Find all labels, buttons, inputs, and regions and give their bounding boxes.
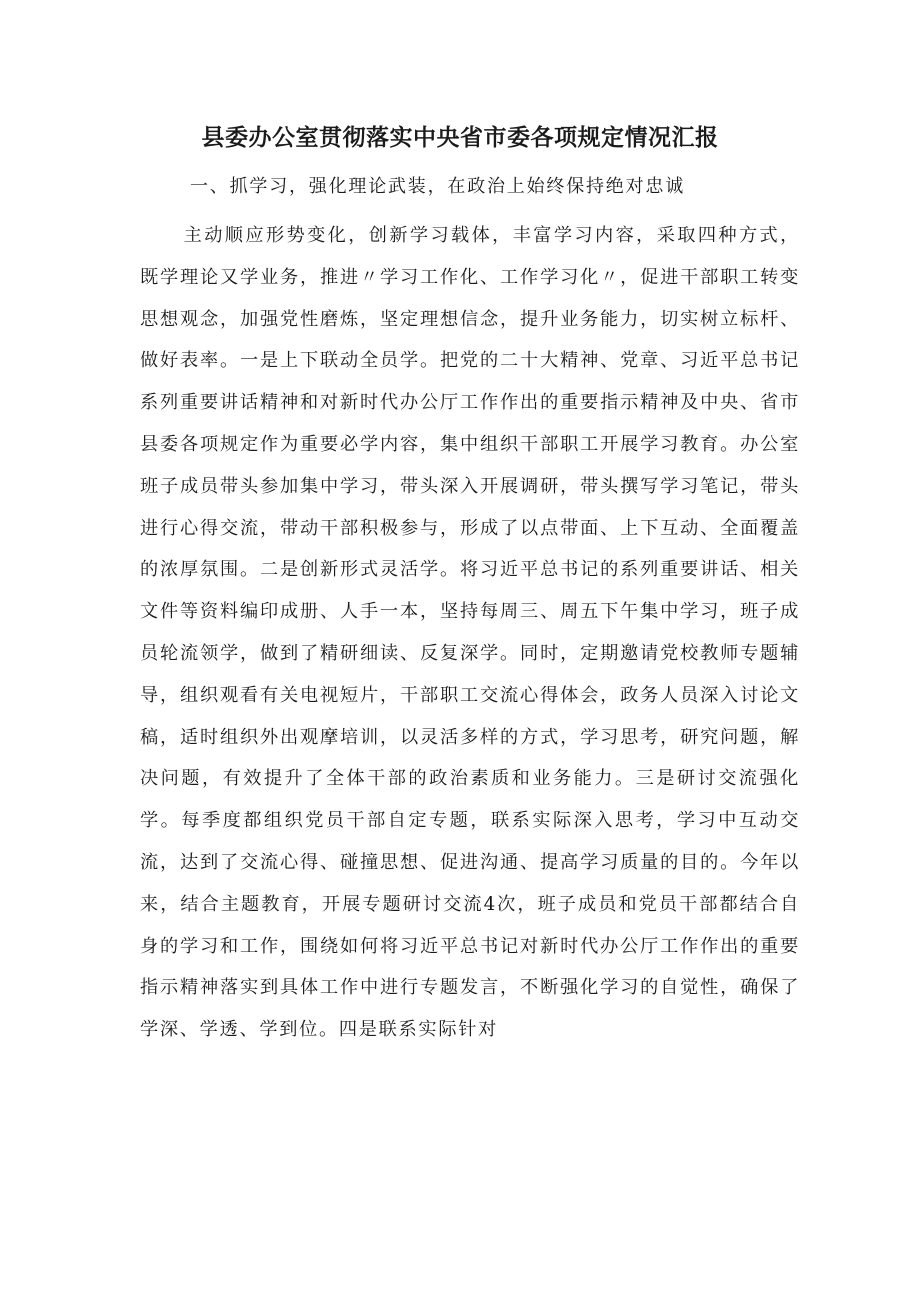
section-heading: 一、抓学习，强化理论武装，在政治上始终保持绝对忠诚 (190, 176, 685, 197)
document-title: 县委办公室贯彻落实中央省市委各项规定情况汇报 (201, 125, 719, 151)
body-paragraph: 主动顺应形势变化，创新学习载体，丰富学习内容，采取四种方式，既学理论又学业务，推进〃学习工作化、工作学习化〃，促进干部职工转变思想观念，加强党性磨炼，坚定理想信念，提升业务能力，切实树立标杆、做好表率。一是上下联动全员学。把党的二十大精神、党章、习近平总书记系列重要讲话精神和对新时代办公厅工作作出的重要指示精神及中央、省市县委各项规定作为重要必学内容，集中组织干部职工开展学习教育。办公室班子成员带头参加集中学习，带头深入开展调研，带头撰写学习笔记，带头进行心得交流，带动干部积极参与，形成了以点带面、上下互动、全面覆盖的浓厚氛围。二是创新形式灵活学。将习近平总书记的系列重要讲话、相关文件等资料编印成册、人手一本，坚持每周三、周五下午集中学习，班子成员轮流领学，做到了精研细读、反复深学。同时，定期邀请党校教师专题辅导，组织观看有关电视短片，干部职工交流心得体会，政务人员深入讨论文稿，适时组织外出观摩培训，以灵活多样的方式，学习思考，研究问题，解决问题，有效提升了全体干部的政治素质和业务能力。三是研讨交流强化学。每季度都组织党员干部自定专题，联系实际深入思考，学习中互动交流，达到了交流心得、碰撞思想、促进沟通、提高学习质量的目的。今年以来，结合主题教育，开展专题研讨交流4次，班子成员和党员干部都结合自身的学习和工作，围绕如何将习近平总书记对新时代办公厅工作作出的重要指示精神落实到具体工作中进行专题发言，不断强化学习的自觉性，确保了学深、学透、学到位。四是联系实际针对 (140, 225, 800, 1041)
